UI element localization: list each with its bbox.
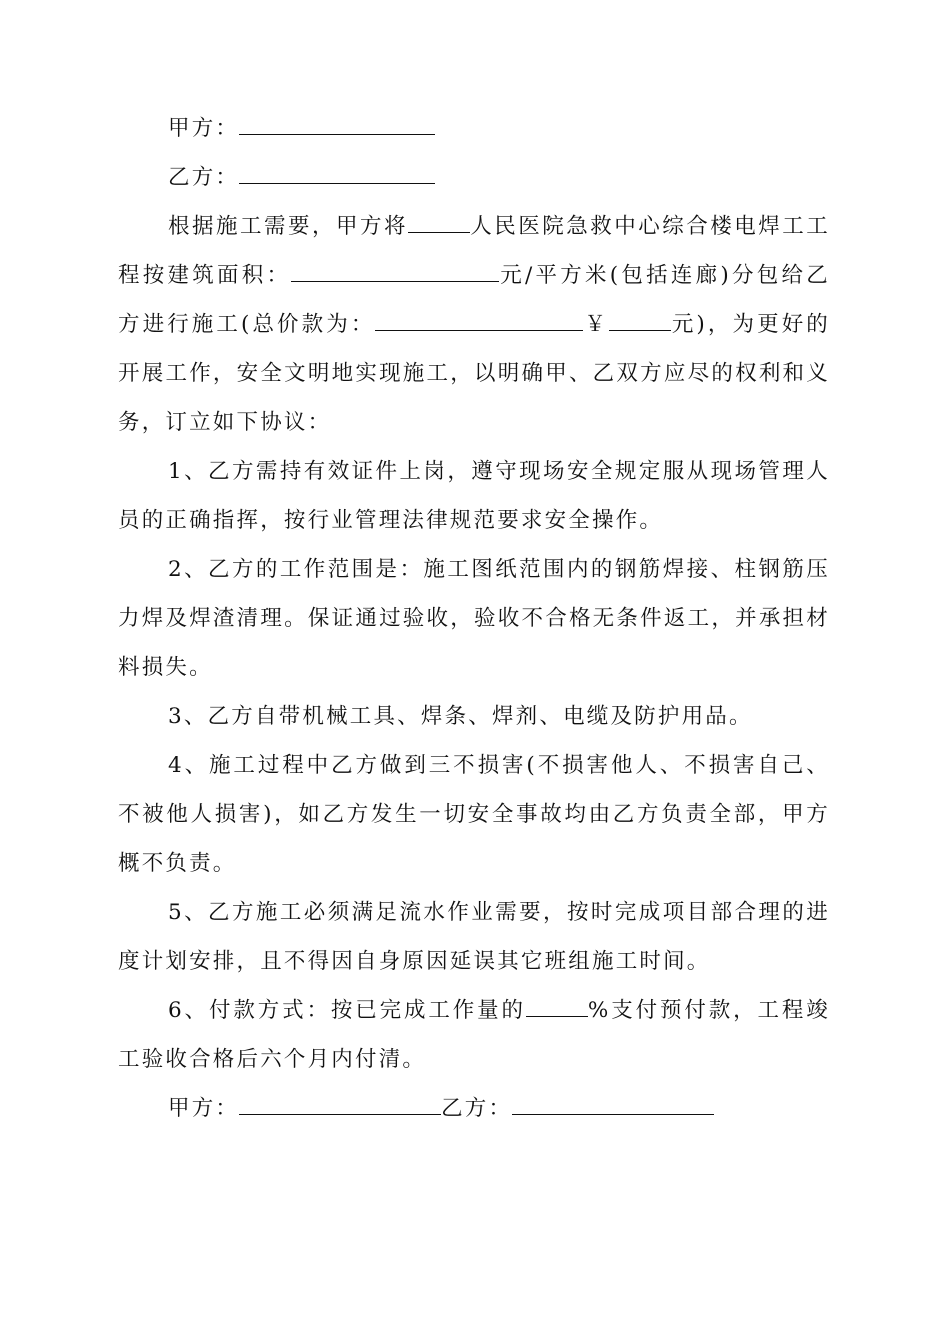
preamble-text-3: 元/平方米(包括连廊)分包给乙方进行施工(总价款为： xyxy=(118,263,830,337)
signature-party-a-label: 甲方： xyxy=(168,1096,240,1121)
preamble-text-1: 根据施工需要，甲方将 xyxy=(168,214,408,239)
header-party-b-line xyxy=(118,153,830,202)
signature-line xyxy=(118,1084,830,1133)
payment-percent-blank xyxy=(526,996,588,1017)
preamble-paragraph xyxy=(118,202,830,447)
hospital-name-blank xyxy=(408,212,470,233)
payment-text-2: %支付预付款，工程竣工验收合格后六个月内付清。 xyxy=(118,998,830,1072)
clause-3: 3、乙方自带机械工具、焊条、焊剂、电缆及防护用品。 xyxy=(168,704,753,729)
header-party-a-line xyxy=(118,104,830,153)
signature-party-b-label: 乙方： xyxy=(441,1096,513,1121)
clause-5: 5、乙方施工必须满足流水作业需要，按时完成项目部合理的进度计划安排，且不得因自身原因延误其它班组施工时间。 xyxy=(118,900,830,974)
unit-price-blank xyxy=(291,261,499,282)
party-b-label: 乙方： xyxy=(168,165,240,190)
total-price-words-blank xyxy=(375,310,583,331)
total-price-figure-blank xyxy=(609,310,671,331)
payment-text-1: 6、付款方式：按已完成工作量的 xyxy=(168,998,526,1023)
yuan-sign: ￥ xyxy=(583,312,609,337)
clause-2: 2、乙方的工作范围是：施工图纸范围内的钢筋焊接、柱钢筋压力焊及焊渣清理。保证通过验收，验收不合格无条件返工，并承担材料损失。 xyxy=(118,557,830,680)
party-b-blank xyxy=(239,163,435,184)
preamble-text-5: 元)，为更好的开展工作，安全文明地实现施工，以明确甲、乙双方应尽的权利和义务，订立如下协议： xyxy=(118,312,830,435)
signature-party-b-blank xyxy=(512,1094,714,1115)
clause-6-payment xyxy=(118,986,830,1084)
party-a-label: 甲方： xyxy=(168,116,240,141)
party-a-blank xyxy=(239,114,435,135)
clause-1: 1、乙方需持有效证件上岗，遵守现场安全规定服从现场管理人员的正确指挥，按行业管理法律规范要求安全操作。 xyxy=(118,459,830,533)
clause-4: 4、施工过程中乙方做到三不损害(不损害他人、不损害自己、不被他人损害)，如乙方发生一切安全事故均由乙方负责全部，甲方概不负责。 xyxy=(118,753,830,876)
contract-body xyxy=(118,104,830,1133)
signature-party-a-blank xyxy=(239,1094,441,1115)
preamble-text-2: 人民医院急救中心综合楼电焊工工程按建筑面积： xyxy=(118,214,830,288)
